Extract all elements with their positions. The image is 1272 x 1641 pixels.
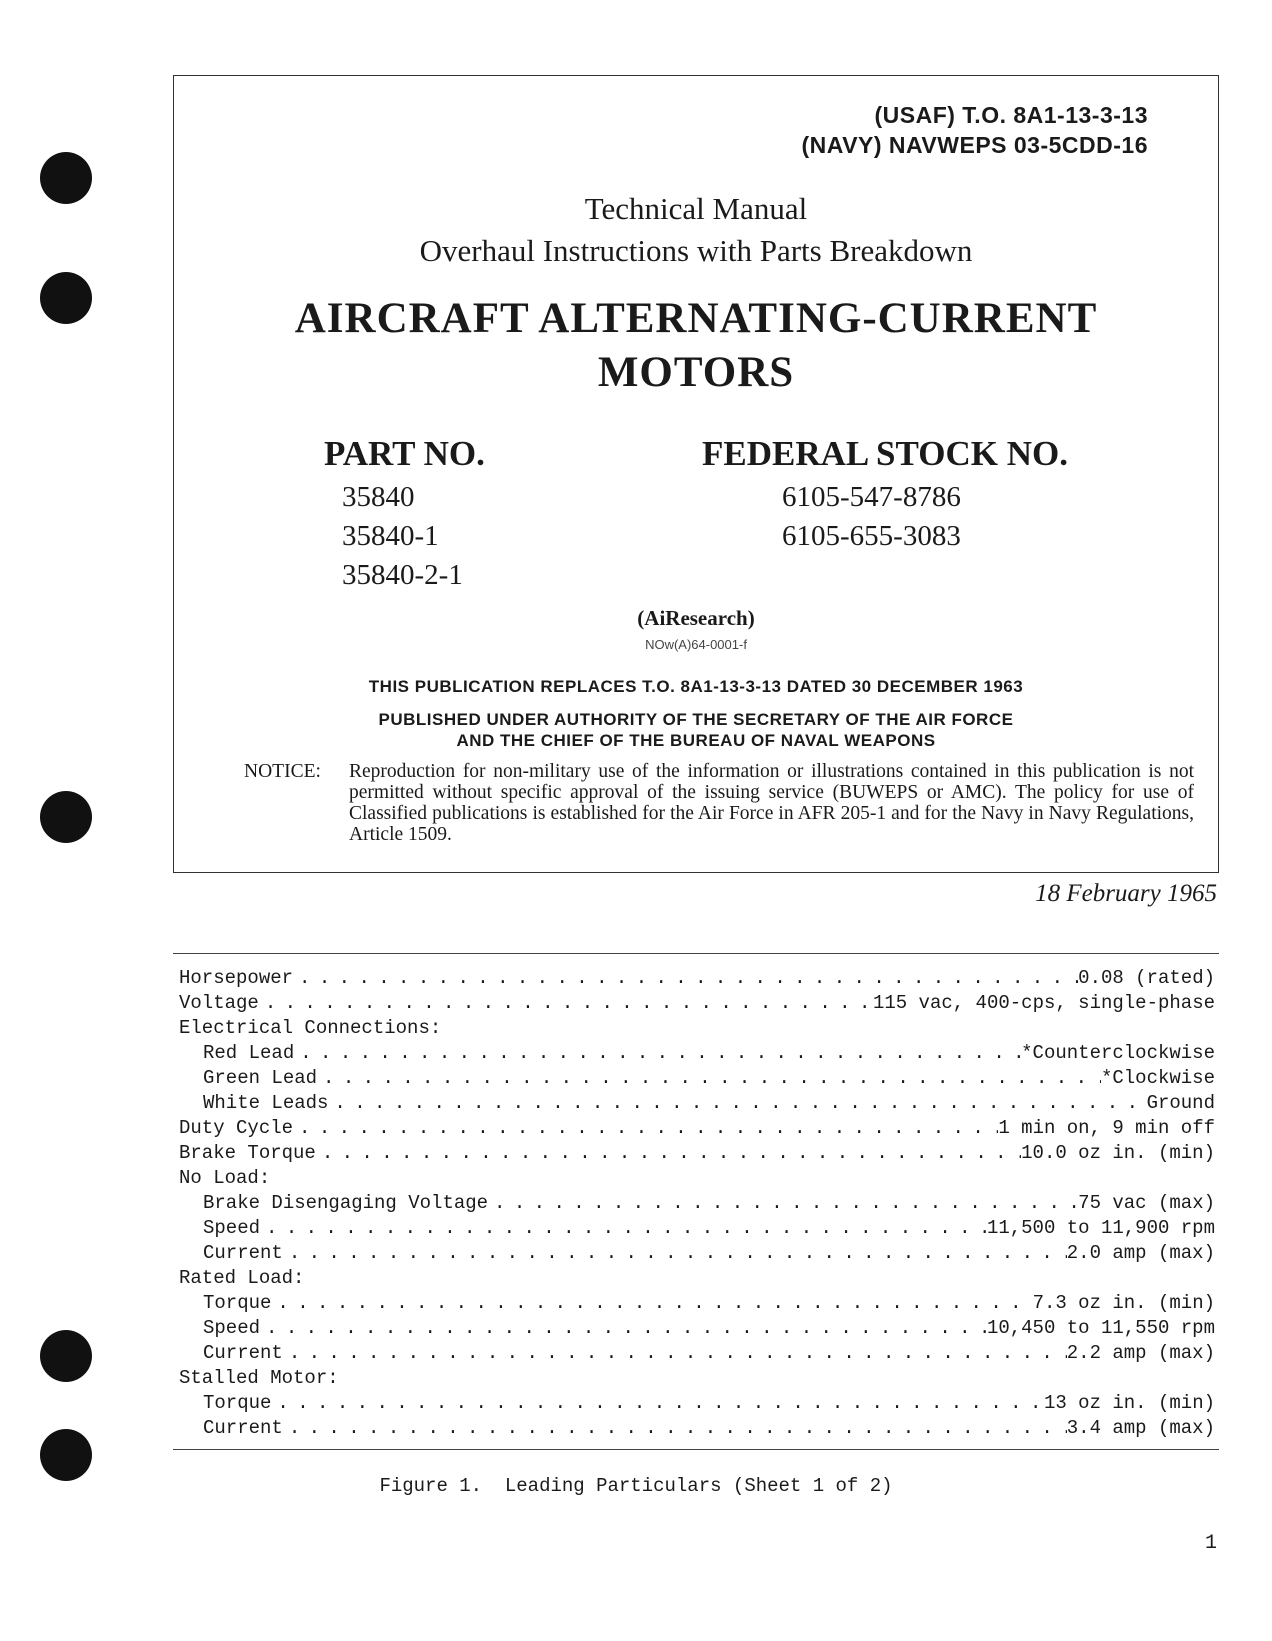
spec-row [173,1291,1219,1316]
figure-caption: Figure 1. Leading Particulars (Sheet 1 of 2) [379,1475,893,1497]
spec-label: Horsepower [179,967,294,989]
spec-label: Rated Load: [179,1267,305,1289]
notice [244,761,1194,845]
stock-number: 6105-655-3083 [782,520,961,552]
spec-value: 2.0 amp (max) [1066,1242,1215,1264]
spec-value: *Counterclockwise [1021,1042,1215,1064]
spec-value: *Clockwise [1100,1067,1215,1089]
spec-label: Speed [203,1217,261,1239]
part-number: 35840 [342,481,415,513]
spec-value: 3.4 amp (max) [1066,1417,1215,1439]
spec-label: Electrical Connections: [179,1017,442,1039]
dot-leader [488,1191,1078,1216]
document-title-2: MOTORS [597,349,795,396]
contract-number: NOw(A)64-0001-f [645,637,747,652]
spec-value: 0.08 (rated) [1078,967,1215,989]
spec-value: 75 vac (max) [1078,1192,1215,1214]
notice-label: NOTICE: [244,761,321,782]
dot-leader [271,1291,1032,1316]
spec-value: 1 min on, 9 min off [998,1117,1215,1139]
spec-value: 13 oz in. (min) [1043,1392,1215,1414]
spec-row [173,1141,1219,1166]
dot-leader [293,1116,998,1141]
dot-leader [283,1416,1067,1441]
part-no-heading: PART NO. [324,434,485,473]
spec-value: 7.3 oz in. (min) [1032,1292,1215,1314]
spec-row [173,1041,1219,1066]
navy-number: (NAVY) NAVWEPS 03-5CDD-16 [801,132,1148,158]
spec-row [173,1016,1219,1041]
stock-no-heading: FEDERAL STOCK NO. [702,434,1068,473]
spec-label: Current [203,1342,283,1364]
spec-row [173,1316,1219,1341]
spec-row [173,1341,1219,1366]
dot-leader [294,1041,1021,1066]
dot-leader [283,1241,1067,1266]
spec-value: 11,500 to 11,900 rpm [986,1217,1215,1239]
spec-row [173,1091,1219,1116]
page-number: 1 [1204,1532,1217,1555]
usaf-to-number: (USAF) T.O. 8A1-13-3-13 [874,102,1148,128]
spec-label: Voltage [179,992,259,1014]
spec-row [173,1066,1219,1091]
dot-leader [260,1216,987,1241]
replaces-statement: THIS PUBLICATION REPLACES T.O. 8A1-13-3-13 DATED 30 DECEMBER 1963 [368,677,1024,696]
stock-number: 6105-547-8786 [782,481,961,513]
spec-value: 10,450 to 11,550 rpm [986,1317,1215,1339]
spec-label: Red Lead [203,1042,295,1064]
spec-value: Ground [1146,1092,1215,1114]
dot-leader [271,1391,1044,1416]
spec-row [173,1266,1219,1291]
dot-leader [317,1066,1101,1091]
spec-label: Torque [203,1392,272,1414]
part-number: 35840-1 [342,520,439,552]
spec-label: Brake Torque [179,1142,316,1164]
authority-line-2: AND THE CHIEF OF THE BUREAU OF NAVAL WEAPONS [456,731,936,750]
spec-value: 10.0 oz in. (min) [1021,1142,1215,1164]
spec-row [173,1416,1219,1441]
authority-line-1: PUBLISHED UNDER AUTHORITY OF THE SECRETARY OF THE AIR FORCE [378,710,1014,729]
cover-box [173,75,1219,873]
dot-leader [328,1091,1146,1116]
spec-label: Duty Cycle [179,1117,294,1139]
binder-hole [40,272,92,324]
spec-row [173,991,1219,1016]
leading-particulars-table [173,953,1219,1450]
dot-leader [259,991,873,1016]
spec-label: Green Lead [203,1067,318,1089]
binder-hole [40,1330,92,1382]
spec-label: Current [203,1242,283,1264]
spec-row [173,1166,1219,1191]
dot-leader [293,966,1078,991]
spec-label: Speed [203,1317,261,1339]
binder-hole [40,152,92,204]
binder-hole [40,791,92,843]
part-number: 35840-2-1 [342,559,463,591]
dot-leader [283,1341,1067,1366]
spec-row [173,1116,1219,1141]
dot-leader [260,1316,987,1341]
spec-value: 115 vac, 400-cps, single-phase [872,992,1215,1014]
spec-label: Stalled Motor: [179,1367,339,1389]
spec-label: No Load: [179,1167,271,1189]
spec-label: Torque [203,1292,272,1314]
spec-label: White Leads [203,1092,329,1114]
spec-label: Brake Disengaging Voltage [203,1192,489,1214]
publication-date: 18 February 1965 [1035,880,1217,907]
stock-numbers [782,478,961,556]
dot-leader [316,1141,1021,1166]
part-numbers [342,478,463,595]
notice-text: Reproduction for non-military use of the information or illustrations contained in this publication is not permitted without specific approval of the issuing service (BUWEPS or AMC). The policy for use of Classified publications is established for the Air Force in AFR 205-1 and for the Navy in Navy Regulations, Article 1509. [349,761,1194,845]
spec-row [173,1366,1219,1391]
document-title: AIRCRAFT ALTERNATING-CURRENT [294,295,1098,342]
spec-row [173,1241,1219,1266]
spec-row [173,1216,1219,1241]
spec-label: Current [203,1417,283,1439]
spec-row [173,1391,1219,1416]
manufacturer: (AiResearch) [637,606,755,630]
binder-hole [40,1429,92,1481]
manual-subtitle: Overhaul Instructions with Parts Breakdown [419,233,973,268]
spec-value: 2.2 amp (max) [1066,1342,1215,1364]
spec-row [173,1191,1219,1216]
spec-row [173,966,1219,991]
manual-type: Technical Manual [584,191,808,226]
